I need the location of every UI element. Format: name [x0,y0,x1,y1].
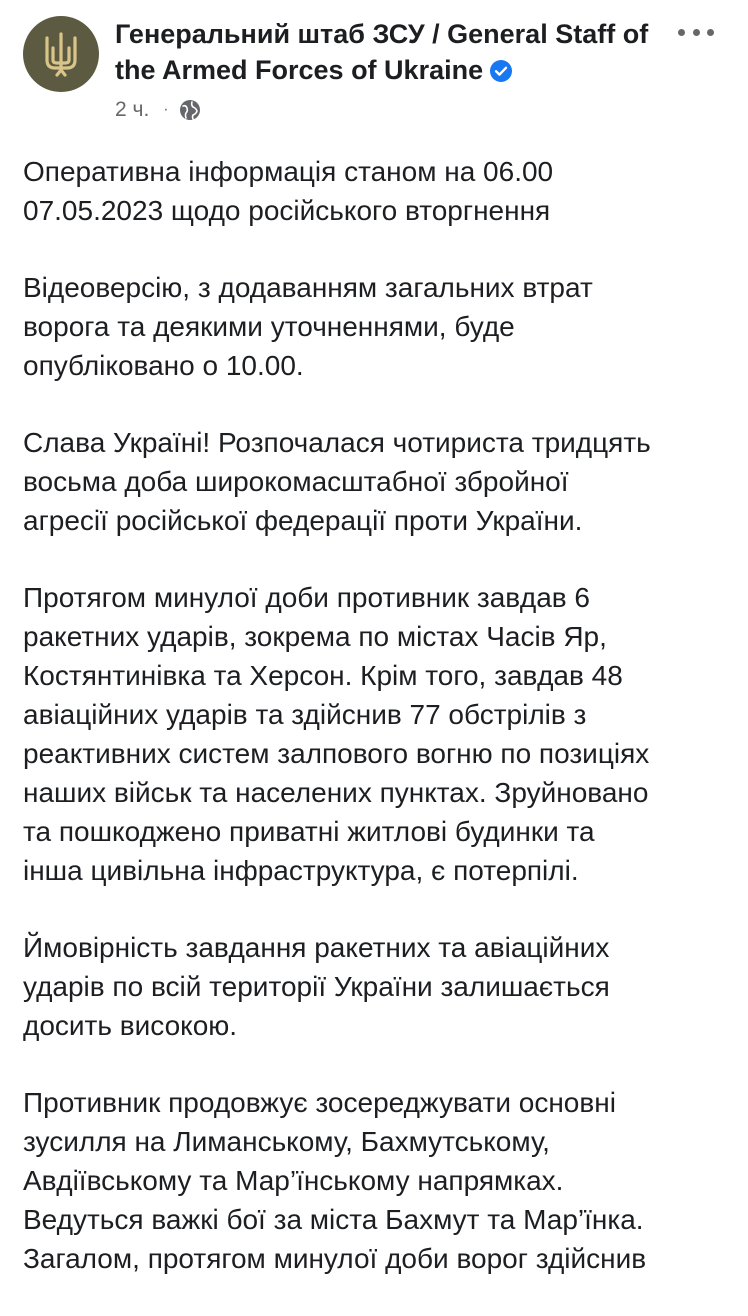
post-paragraph: Слава Україні! Розпочалася чотириста тридцять восьма доба широкомасштабної збройної агресії російської федерації проти України. [23,427,651,536]
post-timestamp[interactable]: 2 ч. [115,98,150,121]
verified-badge-icon [489,56,513,92]
more-options-button[interactable] [678,22,714,42]
meta-separator: · [163,101,169,118]
more-options-icon-dot [707,29,714,36]
author-name-text[interactable]: Генеральний штаб ЗСУ / General Staff of the Armed Forces of Ukraine [115,19,649,85]
more-options-icon-dot [693,29,700,36]
trident-emblem-icon [41,30,81,78]
post-header [0,0,748,140]
post-paragraph: Відеоверсію, з додаванням загальних втрат ворога та деякими уточненнями, буде опубліковано о 10.00. [23,272,593,381]
author-name[interactable] [115,16,655,92]
post-body [23,152,733,1316]
avatar[interactable] [23,16,99,92]
globe-icon[interactable] [179,99,201,121]
post-meta [115,95,201,125]
post-paragraph: Протягом минулої доби противник завдав 6 ракетних ударів, зокрема по містах Часів Яр, Костянтинівка та Херсон. Крім того, завдав 48 авіаційних ударів та здійснив 77 обстрілів з реактивних систем залпового вогню по позиціях наших військ та населених пунктах. Зруйновано та пошкоджено приватні житлові будинки та інша цивільна інфраструктура, є потерпілі. [23,582,650,886]
post-paragraph: Ймовірність завдання ракетних та авіаційних ударів по всій території України залишається досить високою. [23,932,610,1041]
post-paragraph: Противник продовжує зосереджувати основні зусилля на Лиманському, Бахмутському, Авдіївському та Мар’їнському напрямках. Ведуться важкі бої за міста Бахмут та Мар’їнка. Загалом, протягом минулої доби ворог здійснив [23,1087,647,1274]
more-options-icon [678,29,685,36]
post-paragraph: Оперативна інформація станом на 06.00 07.05.2023 щодо російського вторгнення [23,156,554,226]
